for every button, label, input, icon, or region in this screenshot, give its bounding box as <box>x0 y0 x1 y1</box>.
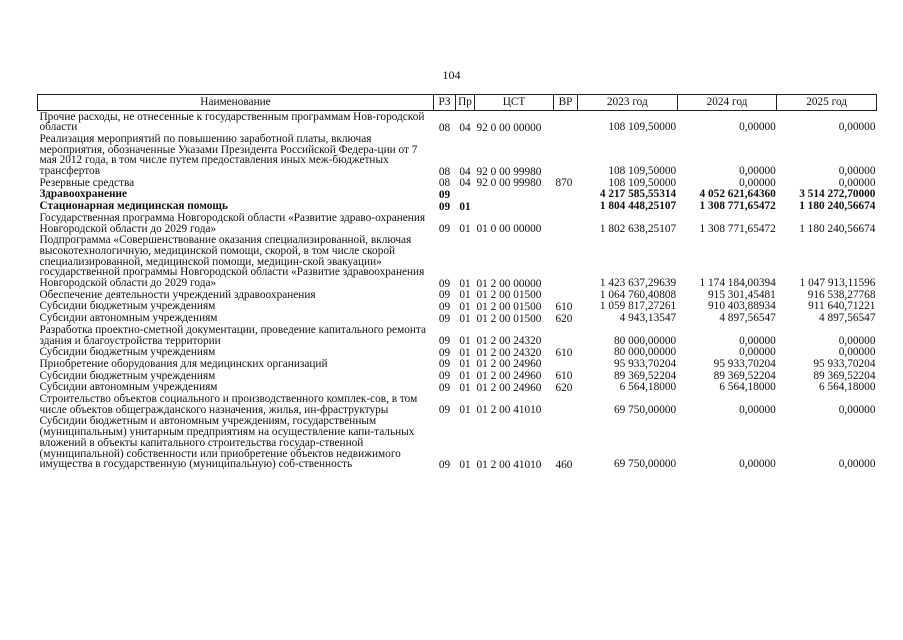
table-header-row <box>38 95 877 111</box>
row-cst: 01 2 00 24960 <box>476 358 542 371</box>
row-cst: 01 2 00 24960 <box>476 381 542 394</box>
row-vr <box>554 289 578 301</box>
header-vr: ВР <box>554 95 578 111</box>
table-row <box>38 201 877 213</box>
row-2023: 80 000,00000 <box>614 346 677 359</box>
row-rz: 09 <box>438 312 451 325</box>
row-cst: 01 2 00 01500 <box>476 312 542 325</box>
row-pr: 01 <box>459 277 471 290</box>
table-row <box>38 133 877 177</box>
row-2025: 0,00000 <box>838 176 876 189</box>
page-number: 104 <box>442 68 461 82</box>
row-cst: 92 0 00 99980 <box>476 165 542 178</box>
row-cst: 01 2 00 41010 <box>476 458 542 471</box>
row-name: Разработка проектно-сметной документации, проведение капитального ремонта здания и благоустройства территории <box>39 323 427 347</box>
row-cst: 01 2 00 24320 <box>476 346 542 359</box>
row-2025: 0,00000 <box>838 121 876 134</box>
row-pr: 01 <box>459 346 471 359</box>
header-name: Наименование <box>38 95 434 111</box>
row-vr: 870 <box>555 177 573 190</box>
row-name: Прочие расходы, не отнесенные к государственным программам Нов-городской области <box>39 110 425 134</box>
row-2023: 1 423 637,29639 <box>599 277 677 290</box>
row-2025: 95 933,70204 <box>813 357 876 370</box>
table-row <box>38 382 877 394</box>
row-2023: 69 750,00000 <box>614 458 677 471</box>
table-row <box>38 177 877 189</box>
row-2024: 6 564,18000 <box>719 381 776 394</box>
row-2023: 108 109,50000 <box>608 165 677 178</box>
header-2024: 2024 год <box>677 95 777 111</box>
header-rz: РЗ <box>434 95 456 111</box>
row-rz: 09 <box>438 277 451 290</box>
row-2025: 1 047 913,11596 <box>799 277 876 290</box>
table-row <box>38 111 877 134</box>
row-cst <box>475 189 554 201</box>
row-2023: 69 750,00000 <box>614 403 677 416</box>
row-cst: 92 0 00 00000 <box>476 121 542 134</box>
table-row <box>38 289 877 301</box>
row-rz: 09 <box>438 188 451 201</box>
row-2024: 0,00000 <box>739 403 776 416</box>
row-2025: 0,00000 <box>838 165 876 178</box>
row-vr <box>554 212 578 234</box>
row-vr: 620 <box>555 381 573 394</box>
row-pr <box>456 189 475 201</box>
row-pr: 01 <box>459 458 471 471</box>
row-pr: 01 <box>459 358 471 371</box>
row-2024: 0,00000 <box>739 458 776 471</box>
row-cst: 01 2 00 24960 <box>476 370 542 383</box>
row-vr <box>554 201 578 213</box>
table-row <box>38 324 877 346</box>
table-row <box>38 212 877 234</box>
row-cst: 01 0 00 00000 <box>476 223 542 236</box>
row-vr <box>554 235 578 290</box>
row-rz: 09 <box>438 289 451 302</box>
row-vr <box>554 358 578 370</box>
row-2024: 0,00000 <box>739 346 776 359</box>
budget-table <box>37 94 877 471</box>
row-2024: 1 174 184,00394 <box>699 277 776 290</box>
row-2025: 916 538,27768 <box>807 288 876 301</box>
row-vr: 620 <box>555 312 573 325</box>
row-pr: 01 <box>459 381 471 394</box>
row-vr <box>554 394 578 416</box>
row-rz: 08 <box>438 177 451 190</box>
row-pr: 01 <box>459 312 471 325</box>
row-vr <box>554 189 578 201</box>
row-2025: 4 897,56547 <box>818 312 876 325</box>
row-vr: 610 <box>555 300 573 313</box>
row-name: Подпрограмма «Совершенствование оказания специализированной, включая высокотехнологичную, медицинской помощи, скорой, в том числе скорой специализированной, медицинской помощи, медицин-ской эвакуации» государственной программы Новгородской области «Развитие здравоохранения Новгородской области до 2029 года» <box>39 234 425 290</box>
row-cst: 01 2 00 01500 <box>476 289 542 302</box>
row-cst: 01 2 00 24320 <box>476 335 542 348</box>
row-cst: 92 0 00 99980 <box>476 177 542 190</box>
row-pr: 01 <box>459 223 471 236</box>
row-name: Обеспечение деятельности учреждений здравоохранения <box>39 288 316 301</box>
row-rz: 09 <box>438 358 451 371</box>
row-2025: 911 640,71221 <box>808 300 876 313</box>
table-row <box>38 370 877 382</box>
row-vr: 610 <box>555 346 573 359</box>
row-name: Субсидии автономным учреждениям <box>39 312 218 325</box>
row-name: Здравоохранение <box>39 188 128 201</box>
row-rz: 09 <box>438 335 451 348</box>
row-2024: 0,00000 <box>739 176 776 189</box>
row-2023: 80 000,00000 <box>614 334 677 347</box>
row-2024: 95 933,70204 <box>713 357 776 370</box>
row-2023: 108 109,50000 <box>608 121 677 134</box>
row-name: Резервные средства <box>39 176 135 189</box>
row-vr <box>554 324 578 346</box>
table-row <box>38 394 877 416</box>
row-rz: 09 <box>438 404 451 417</box>
row-2025: 1 180 240,56674 <box>799 222 876 235</box>
row-pr: 04 <box>459 177 471 190</box>
row-2023: 6 564,18000 <box>619 381 677 394</box>
row-2024: 4 897,56547 <box>719 312 776 325</box>
table-row <box>38 347 877 359</box>
row-pr: 01 <box>459 335 471 348</box>
row-2023: 95 933,70204 <box>614 357 677 370</box>
row-rz: 09 <box>438 370 451 383</box>
row-cst: 01 2 00 41010 <box>476 404 542 417</box>
row-2025: 6 564,18000 <box>818 381 876 394</box>
table-row <box>38 416 877 471</box>
row-2024: 0,00000 <box>739 121 776 134</box>
row-name: Субсидии автономным учреждениям <box>39 381 218 394</box>
table-body <box>38 111 877 471</box>
row-2024: 0,00000 <box>739 334 776 347</box>
row-rz: 09 <box>438 200 451 213</box>
row-2025: 0,00000 <box>838 334 876 347</box>
row-name: Субсидии бюджетным учреждениям <box>39 369 216 382</box>
row-rz: 09 <box>438 300 451 313</box>
row-2025: 89 369,52204 <box>813 369 876 382</box>
row-pr: 01 <box>459 200 471 213</box>
table-row <box>38 189 877 201</box>
row-pr: 01 <box>459 404 471 417</box>
row-2024: 915 301,45481 <box>708 288 776 301</box>
row-name: Государственная программа Новгородской области «Развитие здраво-охранения Новгородской области до 2029 года» <box>39 211 426 235</box>
row-name: Приобретение оборудования для медицинских организаций <box>39 357 328 370</box>
row-2025: 0,00000 <box>838 346 876 359</box>
row-2025: 0,00000 <box>838 403 876 416</box>
row-name: Субсидии бюджетным и автономным учреждениям, государственным (муниципальным) унитарным предприятиям на осуществление капи-тальных вложений в объекты капитального строительства государ-ственной (муниципальной) собственности или приобретение объектов недвижимого имущества в государственную (муниципальную) соб-ственность <box>39 415 415 471</box>
row-vr: 460 <box>555 458 573 471</box>
row-2025: 1 180 240,56674 <box>799 200 876 213</box>
table-row <box>38 358 877 370</box>
row-pr: 04 <box>459 165 471 178</box>
header-2023: 2023 год <box>578 95 678 111</box>
header-pr: Пр <box>456 95 475 111</box>
row-2024: 1 308 771,65472 <box>699 200 776 213</box>
row-2023: 4 943,13547 <box>619 312 677 325</box>
table-row <box>38 301 877 313</box>
row-name: Субсидии бюджетным учреждениям <box>39 300 216 313</box>
row-name: Реализация мероприятий по повышению заработной платы, включая мероприятия, обозначенные Указами Президента Российской Федера-ции от 7 мая 2012 года, в том числе путем предоставления иных меж-бюджетных трансфертов <box>39 132 418 178</box>
row-vr <box>554 111 578 134</box>
row-vr: 610 <box>555 370 573 383</box>
row-2023: 108 109,50000 <box>608 176 677 189</box>
row-pr: 04 <box>459 121 471 134</box>
row-name: Стационарная медицинская помощь <box>39 200 228 213</box>
row-rz: 09 <box>438 381 451 394</box>
row-2024: 1 308 771,65472 <box>699 222 776 235</box>
row-2024: 0,00000 <box>739 165 776 178</box>
row-rz: 09 <box>438 223 451 236</box>
row-2023: 4 217 585,55314 <box>599 188 677 201</box>
row-2024: 4 052 621,64360 <box>699 188 776 201</box>
row-rz: 08 <box>438 121 451 134</box>
row-name: Строительство объектов социального и производственного комплек-сов, в том числе объектов общегражданского назначения, жилья, ин-фраструктуры <box>39 393 418 416</box>
row-2024: 910 403,88934 <box>708 300 776 313</box>
header-cst: ЦСТ <box>475 95 554 111</box>
row-pr: 01 <box>459 300 471 313</box>
row-cst <box>475 201 554 213</box>
row-rz: 09 <box>438 346 451 359</box>
row-2023: 1 804 448,25107 <box>599 200 677 213</box>
row-pr: 01 <box>459 289 471 302</box>
row-2025: 0,00000 <box>838 458 876 471</box>
row-2023: 1 059 817,27261 <box>599 300 677 313</box>
row-rz: 09 <box>438 458 451 471</box>
row-2025: 3 514 272,70000 <box>799 188 876 201</box>
row-vr <box>554 133 578 177</box>
table-row <box>38 235 877 290</box>
row-rz: 08 <box>438 165 451 178</box>
row-2023: 89 369,52204 <box>614 369 677 382</box>
table-row <box>38 313 877 325</box>
row-2023: 1 064 760,40808 <box>599 288 677 301</box>
row-cst: 01 2 00 00000 <box>476 277 542 290</box>
header-2025: 2025 год <box>777 95 877 111</box>
row-name: Субсидии бюджетным учреждениям <box>39 346 216 359</box>
row-2023: 1 802 638,25107 <box>599 222 677 235</box>
row-pr: 01 <box>459 370 471 383</box>
row-cst: 01 2 00 01500 <box>476 300 542 313</box>
row-2024: 89 369,52204 <box>713 369 776 382</box>
